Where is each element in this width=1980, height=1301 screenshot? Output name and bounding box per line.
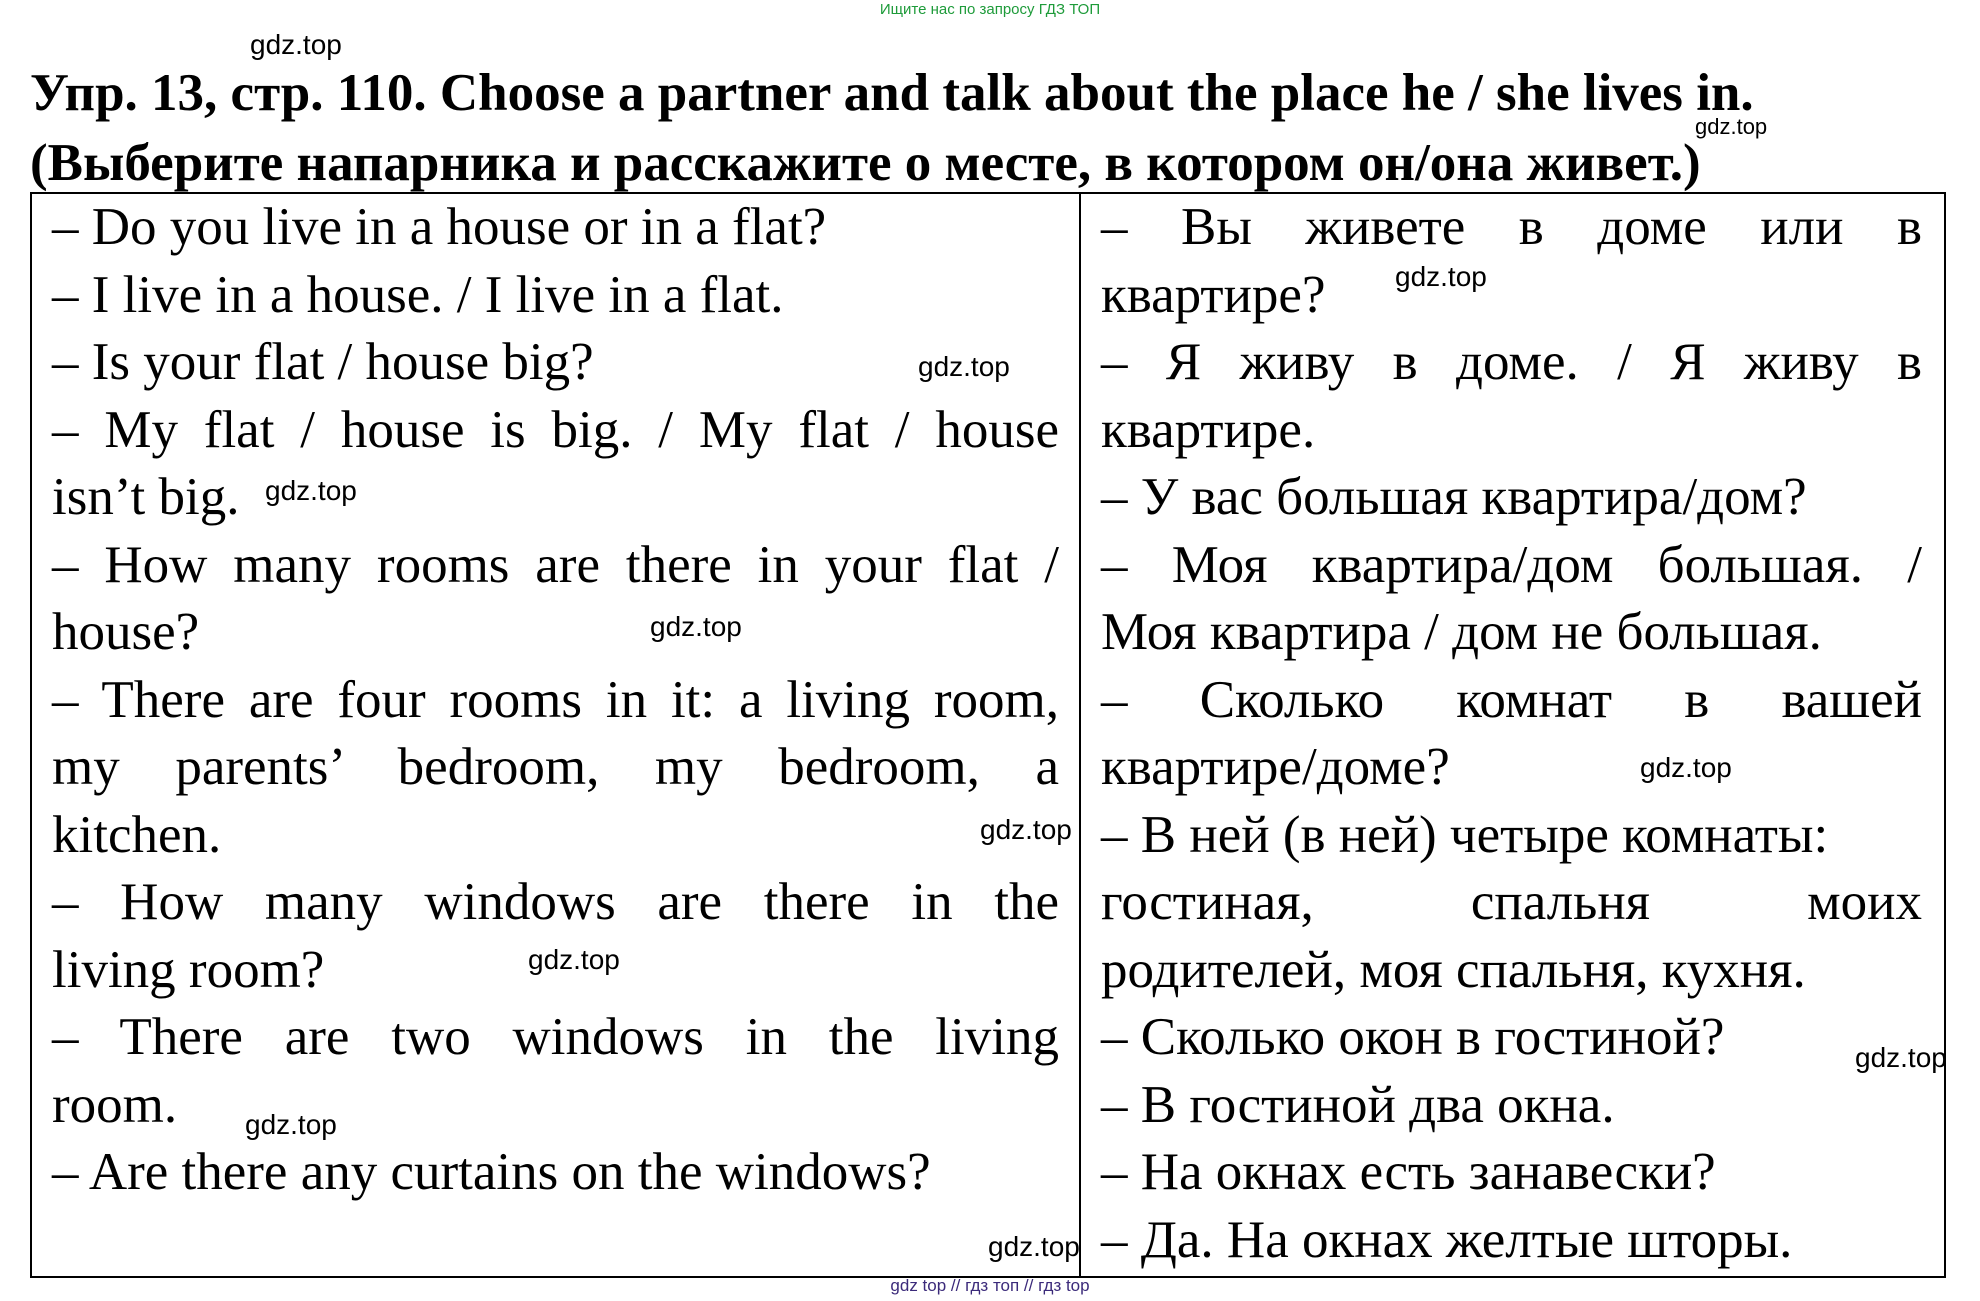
- watermark: gdz.top: [250, 29, 342, 60]
- watermark: gdz.top: [528, 944, 620, 975]
- dialogue-line: – There are two windows in the living: [52, 1008, 1059, 1066]
- dialogue-line: – Сколько комнат в вашей: [1101, 670, 1922, 729]
- watermark: gdz.top: [1695, 114, 1768, 139]
- dialogue-line: родителей, моя спальня, кухня.: [1101, 940, 1806, 999]
- dialogue-line: – Да. На окнах желтые шторы.: [1101, 1210, 1793, 1269]
- title-line-1: Упр. 13, стр. 110. Choose a partner and talk about the place he / she lives in.: [30, 64, 1754, 122]
- dialogue-line: – Я живу в доме. / Я живу в: [1101, 333, 1922, 391]
- dialogue-line: – У вас большая квартира/дом?: [1101, 468, 1807, 526]
- watermark: gdz.top: [988, 1231, 1080, 1262]
- dialogue-line: – Вы живете в доме или в: [1101, 198, 1922, 256]
- dialogue-line: – How many rooms are there in your flat /: [52, 535, 1059, 594]
- dialogue-line: my parents’ bedroom, my bedroom, a: [52, 738, 1059, 796]
- exercise-title: [30, 58, 1950, 198]
- watermark: gdz.top: [650, 611, 742, 642]
- dialogue-line: house?: [52, 603, 200, 661]
- dialogue-line: квартире.: [1101, 400, 1316, 459]
- dialogue-line: – На окнах есть занавески?: [1101, 1143, 1716, 1201]
- dialogue-line: – Do you live in a house or in a flat?: [52, 198, 827, 256]
- dialogue-line: kitchen.: [52, 805, 222, 864]
- dialogue-line: Моя квартира / дом не большая.: [1101, 603, 1822, 661]
- dialogue-line: – How many windows are there in the: [52, 873, 1059, 931]
- dialogue-line: – Are there any curtains on the windows?: [52, 1143, 931, 1201]
- watermark: gdz.top: [980, 814, 1072, 845]
- watermark: gdz.top: [245, 1109, 337, 1140]
- title-line-2: (Выберите напарника и расскажите о месте, в котором он/она живет.): [30, 134, 1701, 192]
- dialogue-line: – Is your flat / house big?: [52, 333, 594, 391]
- watermark: gdz.top: [265, 475, 357, 506]
- dialogue-line: – Сколько окон в гостиной?: [1101, 1008, 1725, 1066]
- dialogue-line: – There are four rooms in it: a living room,: [52, 670, 1059, 729]
- watermark: gdz.top: [1395, 261, 1487, 292]
- dialogue-line: – My flat / house is big. / My flat / house: [52, 400, 1059, 459]
- dialogue-line: – Моя квартира/дом большая. /: [1101, 535, 1922, 594]
- dialogue-line: room.: [52, 1075, 178, 1134]
- dialogue-line: – В ней (в ней) четыре комнаты:: [1101, 805, 1829, 864]
- top-search-note: Ищите нас по запросу ГДЗ ТОП: [879, 1, 1101, 18]
- footer-watermark: gdz top // гдз топ // гдз top: [890, 1276, 1090, 1295]
- dialogue-line: квартире/доме?: [1101, 738, 1450, 796]
- watermark: gdz.top: [1640, 752, 1732, 783]
- dialogue-line: – I live in a house. / I live in a flat.: [52, 265, 784, 324]
- dialogue-line: – В гостиной два окна.: [1101, 1075, 1615, 1134]
- dialogue-line: гостиная, спальня моих: [1101, 873, 1922, 931]
- watermark: gdz.top: [918, 351, 1010, 382]
- russian-column: [1079, 194, 1944, 1276]
- dialogue-line: isn’t big.: [52, 468, 240, 526]
- watermark: gdz.top: [1855, 1042, 1947, 1073]
- dialogue-line: living room?: [52, 940, 325, 999]
- dialogue-line: квартире?: [1101, 265, 1326, 324]
